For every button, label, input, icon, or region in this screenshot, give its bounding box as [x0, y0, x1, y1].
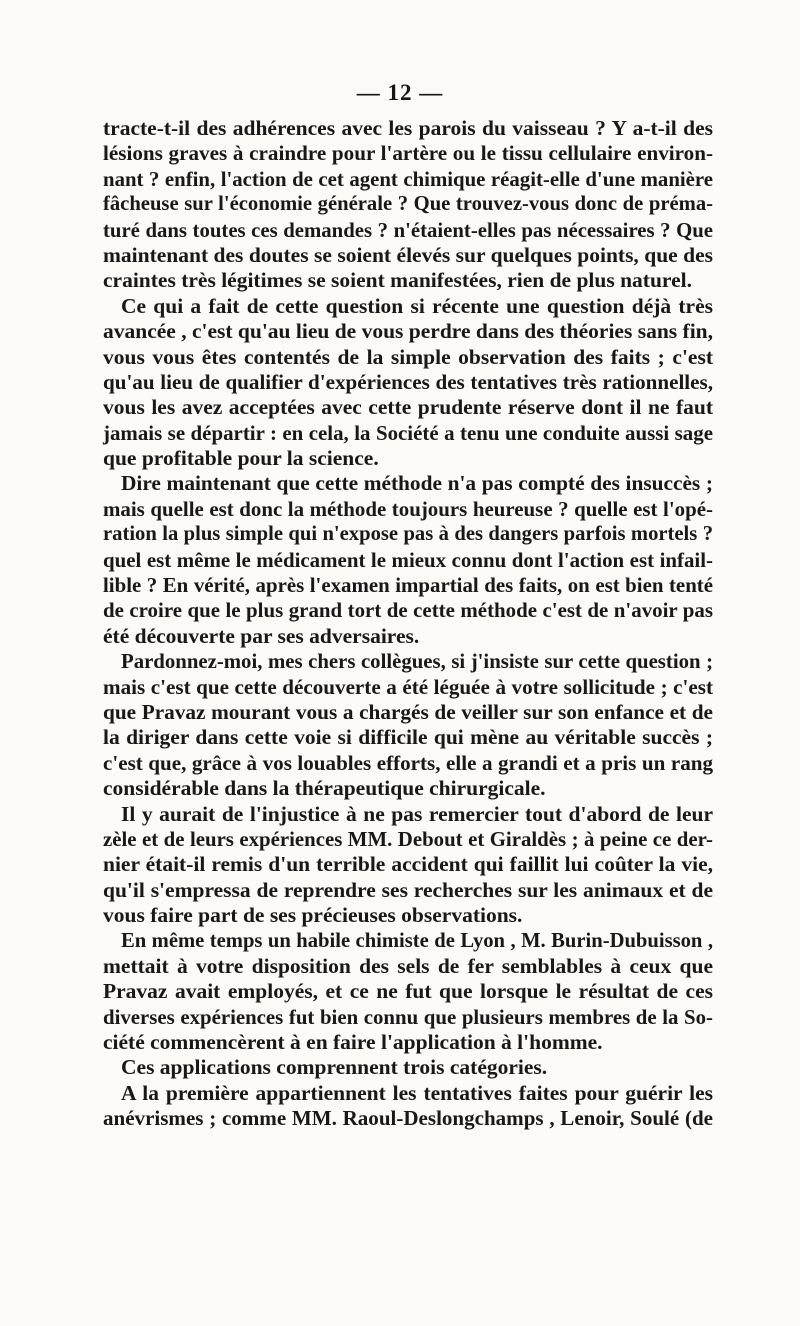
text-line: avancée , c'est qu'au lieu de vous perdre dans des théories sans fin,	[103, 319, 713, 344]
text-line: que profitable pour la science.	[103, 446, 379, 471]
text-line: Pravaz avait employés, et ce ne fut que lorsque le résultat de ces	[103, 979, 713, 1004]
text-line: de croire que le plus grand tort de cette méthode c'est de n'avoir pas	[103, 598, 713, 623]
text-line: nant ? enfin, l'action de cet agent chimique réagit-elle d'une manière	[103, 166, 713, 191]
text-line: été découverte par ses adversaires.	[103, 623, 420, 648]
text-line: mais c'est que cette découverte a été léguée à votre sollicitude ; c'est	[103, 674, 713, 699]
text-line: considérable dans la thérapeutique chirurgicale.	[103, 776, 546, 801]
text-line: Il y aurait de l'injustice à ne pas remercier tout d'abord de leur	[121, 801, 713, 826]
text-line: la diriger dans cette voie si difficile qui mène au véritable succès ;	[103, 725, 713, 750]
text-line: ciété commencèrent à en faire l'application à l'homme.	[103, 1030, 603, 1055]
text-line: anévrismes ; comme MM. Raoul-Deslongchamps , Lenoir, Soulé (de	[103, 1106, 713, 1131]
text-line: ration la plus simple qui n'expose pas à des dangers parfois mortels ?	[103, 523, 713, 546]
text-line: maintenant des doutes se soient élevés sur quelques points, que des	[103, 242, 713, 267]
page-number: — 12 —	[356, 80, 444, 105]
text-line: A la première appartiennent les tentatives faites pour guérir les	[121, 1080, 713, 1105]
text-line: vous faire part de ses précieuses observations.	[103, 903, 523, 928]
text-line: Ce qui a fait de cette question si récente une question déjà très	[121, 293, 713, 318]
text-line: mais quelle est donc la méthode toujours heureuse ? quelle est l'opé-	[103, 496, 713, 521]
text-line: zèle et de leurs expériences MM. Debout et Giraldès ; à peine ce der-	[103, 826, 713, 851]
body-text	[103, 116, 713, 1132]
text-line: Dire maintenant que cette méthode n'a pas compté des insuccès ;	[121, 471, 713, 496]
text-line: quel est même le médicament le mieux connu dont l'action est infail-	[103, 547, 713, 572]
text-line: En même temps un habile chimiste de Lyon , M. Burin-Dubuisson ,	[121, 929, 713, 952]
text-line: lible ? En vérité, après l'examen impartial des faits, on est bien tenté	[103, 573, 713, 598]
text-line: vous les avez acceptées avec cette prudente réserve dont il ne faut	[103, 395, 713, 420]
text-line: qu'au lieu de qualifier d'expériences des tentatives très rationnelles,	[103, 369, 713, 394]
text-line: que Pravaz mourant vous a chargés de veiller sur son enfance et de	[103, 699, 713, 724]
text-line: vous vous êtes contentés de la simple observation des faits ; c'est	[103, 344, 713, 369]
text-line: lésions graves à craindre pour l'artère ou le tissu cellulaire environ-	[103, 141, 713, 166]
text-line: diverses expériences fut bien connu que plusieurs membres de la So-	[103, 1004, 713, 1029]
text-line: jamais se départir : en cela, la Société a tenu une conduite aussi sage	[103, 420, 713, 445]
text-line: Ces applications comprennent trois catégories.	[121, 1055, 548, 1080]
text-line: nier était-il remis d'un terrible accident qui faillit lui coûter la vie,	[103, 852, 713, 877]
text-line: mettait à votre disposition des sels de fer semblables à ceux que	[103, 953, 713, 978]
text-line: qu'il s'empressa de reprendre ses recherches sur les animaux et de	[103, 877, 713, 902]
text-line: turé dans toutes ces demandes ? n'étaient-elles pas nécessaires ? Que	[103, 218, 713, 242]
text-line: fâcheuse sur l'économie générale ? Que trouvez-vous donc de préma-	[103, 193, 713, 216]
text-line: Pardonnez-moi, mes chers collègues, si j'insiste sur cette question ;	[121, 650, 713, 674]
text-line: craintes très légitimes se soient manifestées, rien de plus naturel.	[103, 268, 692, 293]
text-line: tracte-t-il des adhérences avec les parois du vaisseau ? Y a-t-il des	[103, 116, 713, 140]
text-line: c'est que, grâce à vos louables efforts, elle a grandi et a pris un rang	[103, 750, 713, 775]
